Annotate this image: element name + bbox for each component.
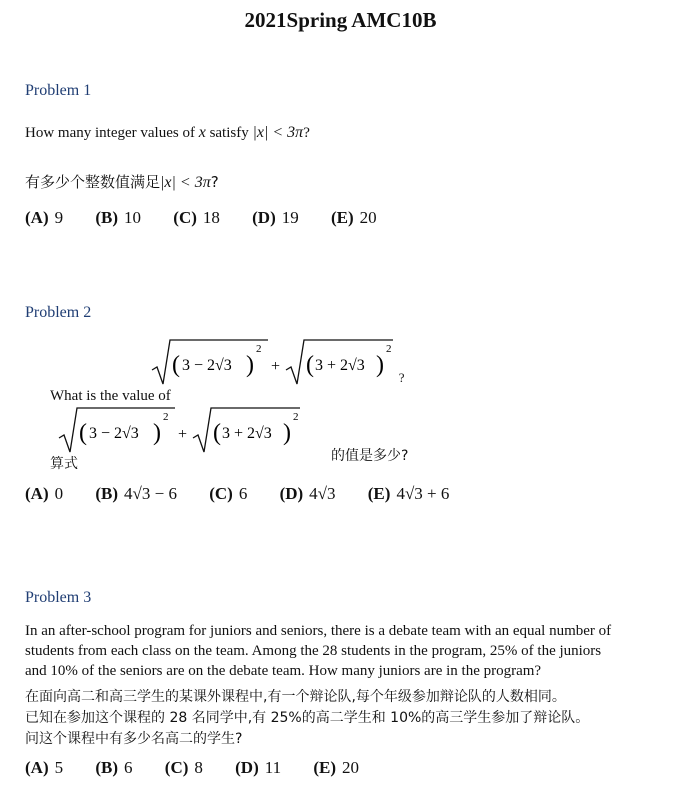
problem-1-english — [25, 124, 310, 142]
problem-3-choices — [25, 758, 387, 778]
problem-2-chinese — [25, 408, 409, 472]
p2-cn-paren-1-close: ) — [153, 420, 161, 446]
p3-cn-line-1: 在面向高二和高三学生的某课外课程中,有一个辩论队,每个年级参加辩论队的人数相同。 — [25, 689, 566, 705]
p2-en-post: ? — [398, 369, 405, 385]
p3-choice-b-letter: (B) — [95, 758, 119, 777]
p2-cn-paren-2-close: ) — [283, 420, 291, 446]
p2-cn-radical-expression — [57, 404, 302, 456]
p2-choice-b — [95, 484, 177, 504]
p3-choice-e-value: 20 — [342, 758, 360, 777]
problem-3-label: Problem 3 — [25, 589, 92, 606]
p3-choice-c — [165, 758, 203, 778]
p2-choice-d-letter: (D) — [279, 484, 304, 503]
p1-choice-d-letter: (D) — [252, 208, 276, 227]
p2-en-pre: What is the value of — [50, 387, 171, 404]
p2-cn-post: 的值是多少? — [331, 447, 409, 464]
problem-1-chinese — [25, 171, 219, 192]
p2-en-radical-expression — [150, 336, 395, 388]
p3-choice-c-letter: (C) — [164, 758, 189, 777]
p2-cn-exp-2: 2 — [293, 411, 299, 423]
p3-choice-d-letter: (D) — [235, 758, 259, 777]
p2-choice-e — [368, 484, 450, 504]
p3-choice-a — [25, 758, 63, 778]
p1-choice-b-value: 10 — [124, 208, 142, 227]
p3-choice-e — [313, 758, 359, 778]
p3-en-line-2: students from each class on the team. Among the 28 students in the program, 25% of the juniors — [25, 643, 602, 659]
problem-2-english — [25, 338, 405, 404]
p2-choice-b-letter: (B) — [95, 484, 119, 503]
p2-cn-exp-1: 2 — [163, 411, 169, 423]
p1-choice-c-letter: (C) — [173, 208, 197, 227]
p3-en-line-1: In an after-school program for juniors and seniors, there is a debate team with an equal number of — [25, 623, 612, 639]
p2-cn-pre: 算式 — [50, 455, 78, 472]
p1-choice-b — [95, 208, 141, 228]
document-title: 2021Spring AMC10B — [244, 8, 437, 32]
p2-en-plus: + — [270, 358, 280, 375]
p2-choice-e-value: 4√3 + 6 — [396, 484, 450, 503]
p2-cn-expr-b: 3 + 2√3 — [222, 425, 272, 442]
p3-cn-line-3: 问这个课程中有多少名高二的学生? — [25, 731, 243, 747]
p1-en-post: ? — [303, 125, 310, 141]
p1-cn-pre: 有多少个整数值满足 — [25, 173, 161, 191]
problem-1-choices — [25, 208, 405, 228]
p2-en-exp-2: 2 — [385, 343, 392, 355]
p1-choice-e-value: 20 — [359, 208, 377, 227]
p3-choice-b — [95, 758, 132, 778]
p2-choice-e-letter: (E) — [367, 484, 391, 503]
p2-en-paren-2-close: ) — [375, 352, 384, 378]
p2-choice-a — [25, 484, 63, 504]
p2-en-exp-1: 2 — [255, 343, 262, 355]
p2-en-paren-1-open: ( — [171, 352, 180, 378]
problem-2-choices — [25, 484, 477, 504]
p2-cn-paren-2-open: ( — [213, 420, 221, 446]
p1-choice-e-letter: (E) — [331, 208, 354, 227]
p2-en-expr-a: 3 − 2√3 — [181, 357, 232, 374]
p2-choice-d — [280, 484, 336, 504]
problem-3-english — [25, 621, 660, 681]
p2-choice-d-value: 4√3 — [309, 484, 336, 503]
p1-choice-d — [252, 208, 299, 228]
p3-choice-b-value: 6 — [124, 758, 133, 777]
p1-choice-d-value: 19 — [281, 208, 299, 227]
p3-cn-line-2: 已知在参加这个课程的 28 名同学中,有 25%的高二学生和 10%的高三学生参加了辩论队。 — [25, 710, 590, 726]
p1-choice-c — [173, 208, 220, 228]
p3-choice-a-letter: (A) — [25, 758, 49, 777]
p2-en-paren-2-open: ( — [305, 352, 314, 378]
p2-choice-c — [209, 484, 247, 504]
p1-en-var: x — [198, 124, 206, 141]
p2-choice-c-letter: (C) — [209, 484, 233, 503]
p1-choice-a — [25, 208, 63, 228]
problem-3-chinese — [25, 687, 665, 750]
p1-choice-b-letter: (B) — [95, 208, 119, 227]
p3-choice-a-value: 5 — [54, 758, 64, 777]
p3-choice-d — [235, 758, 281, 778]
p2-choice-c-value: 6 — [238, 484, 248, 503]
p1-cn-inequality: |x| < 3π — [160, 174, 211, 191]
p1-cn-post: ? — [210, 173, 219, 191]
p2-cn-expr-a: 3 − 2√3 — [89, 425, 139, 442]
p1-choice-a-letter: (A) — [25, 208, 49, 227]
p2-choice-a-letter: (A) — [25, 484, 49, 503]
p1-choice-e — [331, 208, 377, 228]
p1-inequality: |x| < 3π — [252, 124, 304, 141]
p1-en-pre: How many integer values of — [25, 125, 199, 141]
p2-choice-a-value: 0 — [54, 484, 64, 503]
problem-1-label: Problem 1 — [25, 82, 92, 99]
p2-choice-b-value: 4√3 − 6 — [124, 484, 177, 503]
p1-choice-a-value: 9 — [54, 208, 64, 227]
p2-en-expr-b: 3 + 2√3 — [314, 357, 365, 374]
p3-choice-d-value: 11 — [264, 758, 282, 777]
p3-en-line-3: and 10% of the seniors are on the debate team. How many juniors are in the program? — [25, 663, 542, 679]
p1-choice-c-value: 18 — [202, 208, 220, 227]
problem-2-label: Problem 2 — [25, 304, 92, 321]
p2-cn-paren-1-open: ( — [79, 420, 87, 446]
p3-choice-e-letter: (E) — [313, 758, 337, 777]
p2-en-paren-1-close: ) — [245, 352, 254, 378]
p3-choice-c-value: 8 — [194, 758, 203, 777]
p2-cn-plus: + — [178, 426, 188, 443]
p1-en-mid: satisfy — [205, 125, 253, 141]
